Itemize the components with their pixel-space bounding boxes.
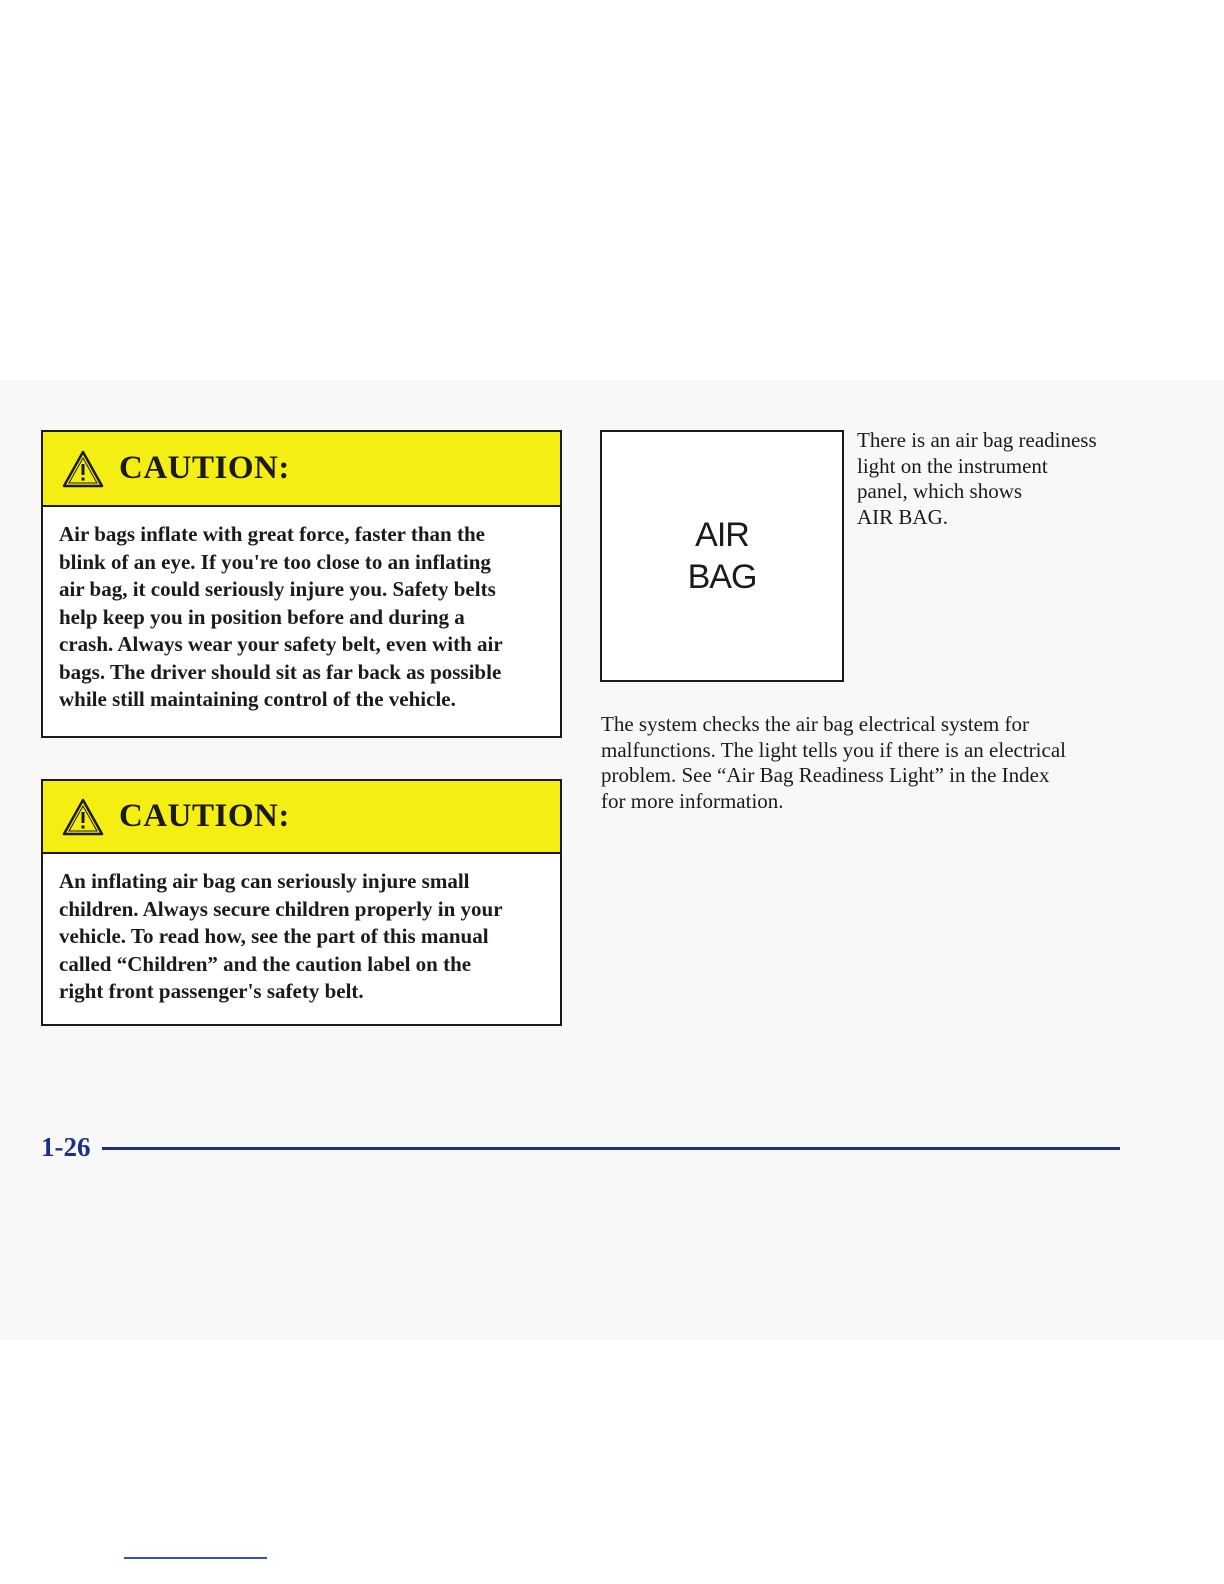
caution-line: blink of an eye. If you're too close to an inflating: [59, 549, 491, 574]
text-line: malfunctions. The light tells you if there is an electrical: [601, 737, 1066, 762]
warning-triangle-icon: [61, 797, 105, 837]
text-line: problem. See “Air Bag Readiness Light” in the Index: [601, 763, 1050, 787]
caution-line: right front passenger's safety belt.: [59, 979, 364, 1003]
system-check-paragraph: [601, 712, 1161, 814]
caution-body: [43, 507, 560, 714]
caution-line: help keep you in position before and during a: [59, 604, 465, 629]
caution-body: [43, 854, 560, 1006]
caution-box-airbag-force: [41, 430, 562, 738]
caution-line: Air bags inflate with great force, faster than the: [59, 522, 485, 546]
footer-rule: [102, 1147, 1120, 1150]
caution-line: while still maintaining control of the vehicle.: [59, 687, 456, 711]
caution-line: called “Children” and the caution label on the: [59, 951, 472, 976]
page-number: 1-26: [41, 1132, 91, 1162]
caution-line: An inflating air bag can seriously injure small: [59, 869, 470, 893]
text-line: for more information.: [601, 788, 784, 813]
text-line: The system checks the air bag electrical system for: [601, 712, 1029, 736]
indicator-label-line2: BAG: [687, 558, 757, 596]
caution-box-children: [41, 779, 562, 1026]
text-line: light on the instrument: [857, 453, 1048, 478]
warning-triangle-icon: [61, 449, 105, 489]
caution-title: CAUTION:: [119, 450, 290, 486]
caution-line: air bag, it could seriously injure you. Safety belts: [59, 577, 496, 601]
text-line: There is an air bag readiness: [857, 428, 1097, 452]
caution-header: [43, 781, 560, 854]
airbag-indicator-illustration: [600, 430, 844, 682]
caution-line: children. Always secure children properly in your: [59, 896, 503, 921]
caution-line: vehicle. To read how, see the part of this manual: [59, 924, 489, 948]
bottom-rule: [124, 1557, 267, 1559]
caution-header: [43, 432, 560, 507]
caution-line: bags. The driver should sit as far back as possible: [59, 659, 502, 684]
indicator-label-line1: AIR: [695, 516, 749, 554]
caution-title: CAUTION:: [119, 798, 290, 834]
text-line: panel, which shows: [857, 479, 1023, 503]
caution-line: crash. Always wear your safety belt, even with air: [59, 632, 503, 656]
text-line: AIR BAG.: [857, 504, 949, 529]
indicator-description: [857, 428, 1137, 530]
